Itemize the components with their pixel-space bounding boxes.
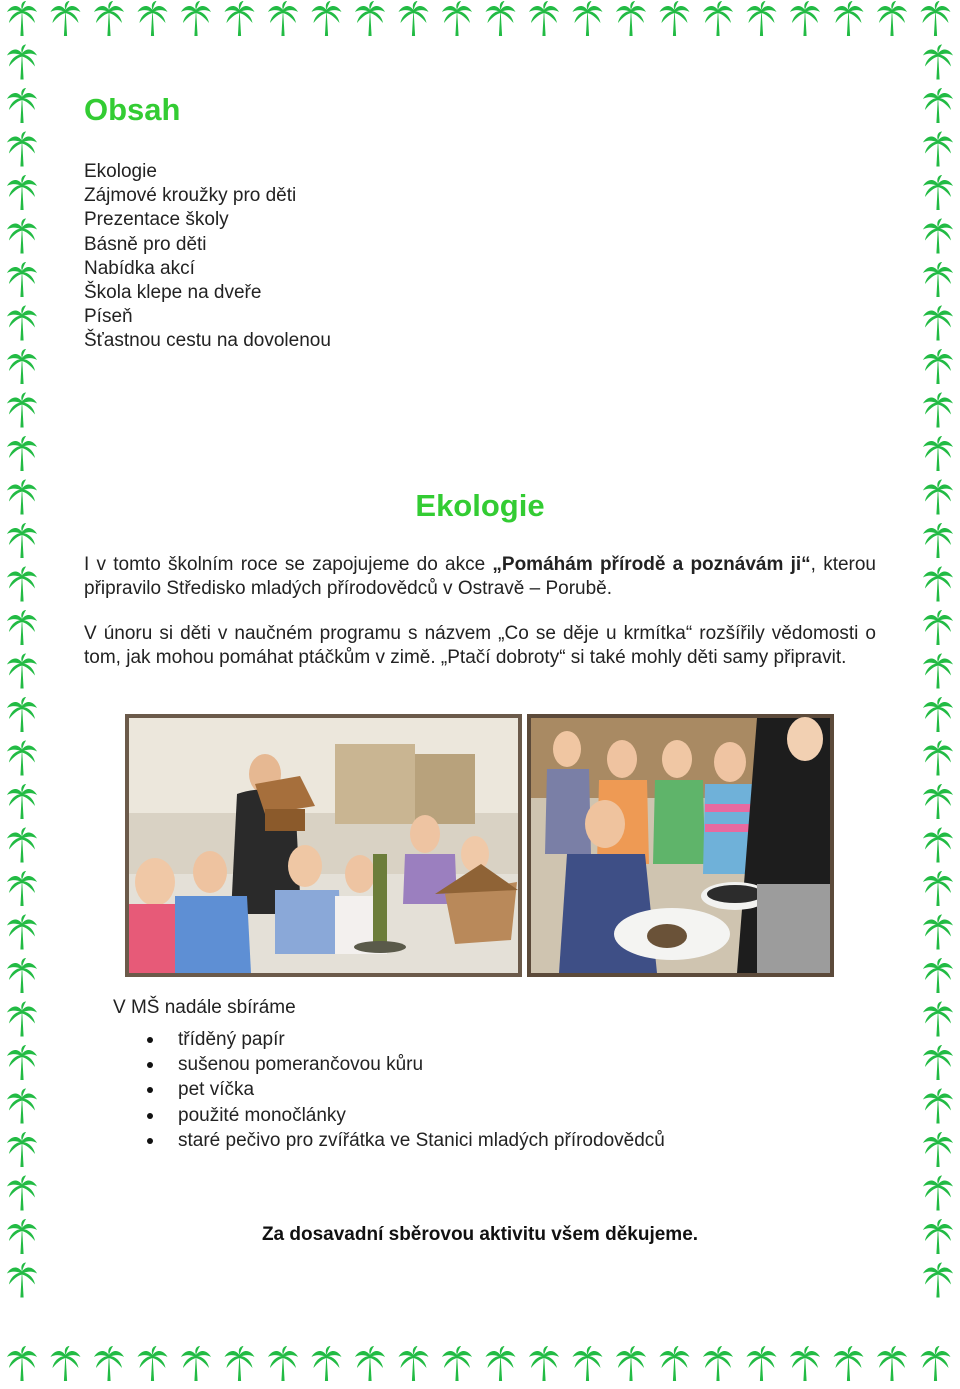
list-item: staré pečivo pro zvířátka ve Stanici mladých přírodovědců bbox=[178, 1128, 665, 1153]
toc-item: Škola klepe na dveře bbox=[84, 282, 262, 304]
toc-item: Básně pro děti bbox=[84, 233, 207, 255]
thanks-note: Za dosavadní sběrovou aktivitu všem děkujeme. bbox=[261, 1224, 699, 1245]
list-item: sušenou pomerančovou kůru bbox=[178, 1052, 665, 1077]
toc-item: Píseň bbox=[84, 306, 133, 328]
toc-title: Obsah bbox=[84, 92, 181, 127]
article-paragraph-1 bbox=[84, 553, 876, 601]
article-title: Ekologie bbox=[415, 488, 545, 523]
p1-text-start: I v tomto školním roce se zapojujeme do akce bbox=[84, 554, 493, 575]
toc-item: Šťastnou cestu na dovolenou bbox=[84, 330, 331, 352]
photo-children-bird-feeder bbox=[125, 714, 522, 977]
photo-child-preparing-treats bbox=[527, 714, 834, 977]
campaign-name: „Pomáhám přírodě a poznávám ji“ bbox=[492, 554, 811, 575]
p1-text-end: , kterou připravilo Středisko mladých přírodovědců v Ostravě – Porubě. bbox=[84, 554, 876, 599]
toc-item: Prezentace školy bbox=[84, 209, 229, 231]
toc-item: Zájmové kroužky pro děti bbox=[84, 185, 297, 207]
list-item: tříděný papír bbox=[178, 1027, 665, 1052]
toc-item: Nabídka akcí bbox=[84, 257, 195, 279]
article-paragraph-2: V únoru si děti v naučném programu s názvem „Co se děje u krmítka“ rozšířily vědomosti o tom, jak mohou pomáhat ptáčkům v zimě. „Ptačí dobroty“ si také mohly děti samy připravit. bbox=[84, 623, 876, 668]
collection-list bbox=[178, 1027, 665, 1153]
toc-list bbox=[84, 160, 331, 354]
list-item: použité monočlánky bbox=[178, 1103, 665, 1128]
toc-item: Ekologie bbox=[84, 161, 157, 182]
collection-heading: V MŠ nadále sbíráme bbox=[113, 997, 296, 1018]
list-item: pet víčka bbox=[178, 1077, 665, 1102]
